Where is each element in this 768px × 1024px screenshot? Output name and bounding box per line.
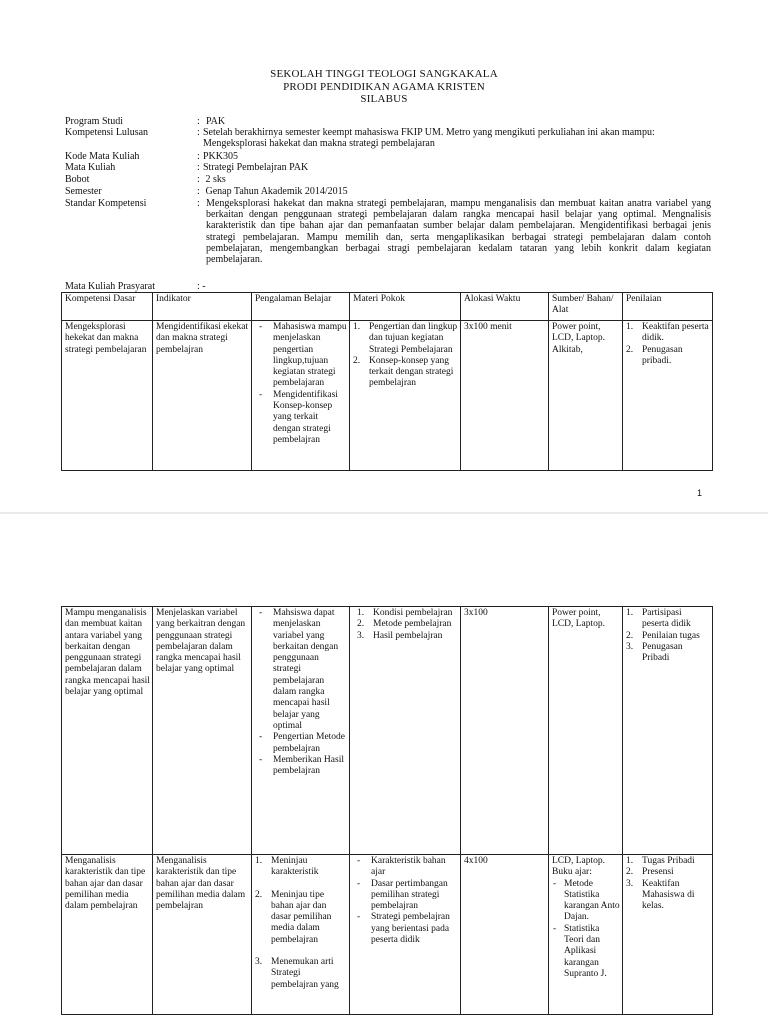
syllabus-table-page-2 (61, 606, 713, 1015)
cell-pengalaman (252, 607, 350, 855)
cell-pengalaman (252, 321, 350, 471)
cell-materi (350, 855, 461, 1015)
page-number: 1 (697, 488, 703, 498)
list-item: - Statistika Teori dan Aplikasi karangan Supranto J. (552, 924, 620, 980)
list-item: 1. Pengertian dan lingkup dan tujuan kegiatan Strategi Pembelajaran (353, 322, 458, 355)
cell-sumber: Power point, LCD, Laptop. (549, 607, 623, 855)
header-sumber: Sumber/ Bahan/ Alat (549, 293, 623, 321)
list-item: 2. Metode pembelajran (357, 619, 452, 630)
list-item: 2. Konsep-konsep yang terkait dengan strategi pembelajran (353, 355, 454, 389)
info-bobot: Bobot : 2 sks (65, 174, 226, 185)
table-row (62, 607, 713, 855)
list-item: - Dasar pertimbangan pemilihan strategi pembelajran (353, 879, 458, 913)
document-title: SILABUS (360, 93, 408, 105)
cell-indikator: Menganalisis karakteristik dan tipe bahan ajar dan dasar pemilihan media dalam pembelajran (153, 855, 252, 1015)
cell-penilaian (623, 855, 713, 1015)
list-item: 2. Meninjau tipe bahan ajar dan dasar pemilihan media dalam pembelajran (255, 889, 332, 945)
list-item: 1. Kondisi pembelajran (357, 608, 453, 618)
header-kompetensi-dasar: Kompetensi Dasar (62, 293, 153, 321)
course-info (65, 116, 715, 265)
cell-kompetensi: Menganalisis karakteristik dan tipe bahan ajar dan dasar pemilihan media dalam pembelajran (62, 855, 153, 1015)
cell-materi (350, 607, 461, 855)
cell-pengalaman (252, 855, 350, 1015)
program-name: PRODI PENDIDIKAN AGAMA KRISTEN (283, 80, 485, 93)
header-penilaian: Penilaian (623, 293, 713, 321)
list-item: 1. Meninjau karakteristik (255, 856, 319, 878)
info-semester: Semester : Genap Tahun Akademik 2014/2015 (65, 186, 348, 197)
table-row (62, 321, 713, 471)
cell-sumber: Power point, LCD, Laptop. Alkitab, (549, 321, 623, 471)
cell-kompetensi: Mengeksplorasi hekekat dan makna strategi pembelajaran (62, 321, 153, 471)
cell-materi (350, 321, 461, 471)
table-row (62, 855, 713, 1015)
cell-alokasi: 3x100 menit (461, 321, 549, 471)
header-materi-pokok: Materi Pokok (350, 293, 461, 321)
list-item: - Pengertian Metode pembelajran (255, 732, 347, 755)
list-item: 2. Penugasan pribadi. (626, 344, 683, 366)
table-header-row (62, 293, 713, 321)
cell-kompetensi: Mampu menganalisis dan membuat kaitan antara variabel yang berkaitan dengan penggunaan strategi pembelajaran dalam rangka mencapai hasil belajar yang optimal (62, 607, 153, 855)
list-item: 1. Tugas Pribadi (626, 856, 695, 866)
cell-indikator: Menjelaskan variabel yang berkaitran dengan penggunaan strategi pembelajaran dalam rangka mencapai hasil belajar yang optimal (153, 607, 252, 855)
cell-indikator: Mengidentifikasi ekekat dan makna strategi pembelajran (153, 321, 252, 471)
list-item: - Mengidentifikasi Konsep-konsep yang terkait dengan strategi pembelajran (255, 390, 347, 446)
syllabus-table-page-1 (61, 292, 713, 471)
info-prasyarat: Mata Kuliah Prasyarat : - (65, 281, 206, 292)
info-kompetensi-lulusan: Kompetensi Lulusan : Setelah berakhirnya semester keempt mahasiswa FKIP UM. Metro yang mengikuti perkuliahan ini akan mampu: Mengeksplorasi hakekat dan makna strategi pembelajaran (65, 127, 655, 150)
cell-sumber: LCD, Laptop. Buku ajar: - Metode Statistika karangan Anto Dajan. - Statistika Teori dan Aplikasi karangan Supranto J. (549, 855, 623, 1015)
document-header (0, 68, 768, 106)
list-item: 3. Hasil pembelajran (357, 630, 443, 641)
info-standar-kompetensi: Standar Kompetensi : Mengeksplorasi hakekat dan makna strategi pembelajaran, mampu menganalisis dan membuat kaitan anatra variabel yang berkaitan dengan penggunaan strategi pembelajaran dalam rangka mencapai hasil belajar yang optimal. Mengnalisis karakteristik dan tipe bahan ajar dan pemanfaatan sumber belajar dalam pembelajaran. Mengidentifikasi berbagai jenis strategi pembelajaran. Mampu memilih dan, serta mengaplikasikan berbagai strategi pembelajaran dalam contoh pembelajaran, mengembangkan berbagai stragi pembelajaran kedalam tataran yang lebih konkrit dalam kegiatan pembelajaran. (65, 198, 711, 266)
list-item: 1. Keaktifan peserta didik. (626, 322, 709, 344)
list-item: - Memberikan Hasil pembelajran (255, 755, 347, 778)
institution-name: SEKOLAH TINGGI TEOLOGI SANGKAKALA (270, 68, 498, 80)
cell-penilaian (623, 607, 713, 855)
list-item: 1. Partisipasi peserta didik (626, 608, 691, 630)
info-kode-mata-kuliah: Kode Mata Kuliah : PKK305 (65, 151, 239, 162)
cell-penilaian (623, 321, 713, 471)
header-alokasi-waktu: Alokasi Waktu (461, 293, 549, 321)
list-item: 3. Keaktifan Mahasiswa di kelas. (626, 878, 695, 912)
cell-alokasi: 3x100 (461, 607, 549, 855)
list-item: - Metode Statistika karangan Anto Dajan. (552, 879, 620, 924)
list-item: 2. Presensi (626, 867, 674, 878)
cell-alokasi: 4x100 (461, 855, 549, 1015)
header-pengalaman-belajar: Pengalaman Belajar (252, 293, 350, 321)
list-item: 3. Penugasan Pribadi (626, 641, 683, 664)
header-indikator: Indikator (153, 293, 252, 321)
list-item: - Karakteristik bahan ajar (353, 856, 458, 879)
list-item: 3. Menemukan arti Strategi pembelajran yang (255, 957, 339, 990)
list-item: - Mahsiswa dapat menjelaskan variabel yang berkaitan dengan penggunaan strategi pembelajaran dalam rangka mencapai hasil belajar yang optimal (255, 608, 347, 732)
info-program-studi: Program Studi : PAK (65, 116, 226, 127)
list-item: - Strategi pembelajran yang berientasi pada peserta didik (353, 912, 458, 946)
info-mata-kuliah: Mata Kuliah : Strategi Pembelajran PAK (65, 162, 309, 173)
list-item: 2. Penilaian tugas (626, 630, 700, 641)
list-item: - Mahasiswa mampu menjelaskan pengertian lingkup,tujuan kegiatan strategi pembelajaran (255, 322, 347, 390)
